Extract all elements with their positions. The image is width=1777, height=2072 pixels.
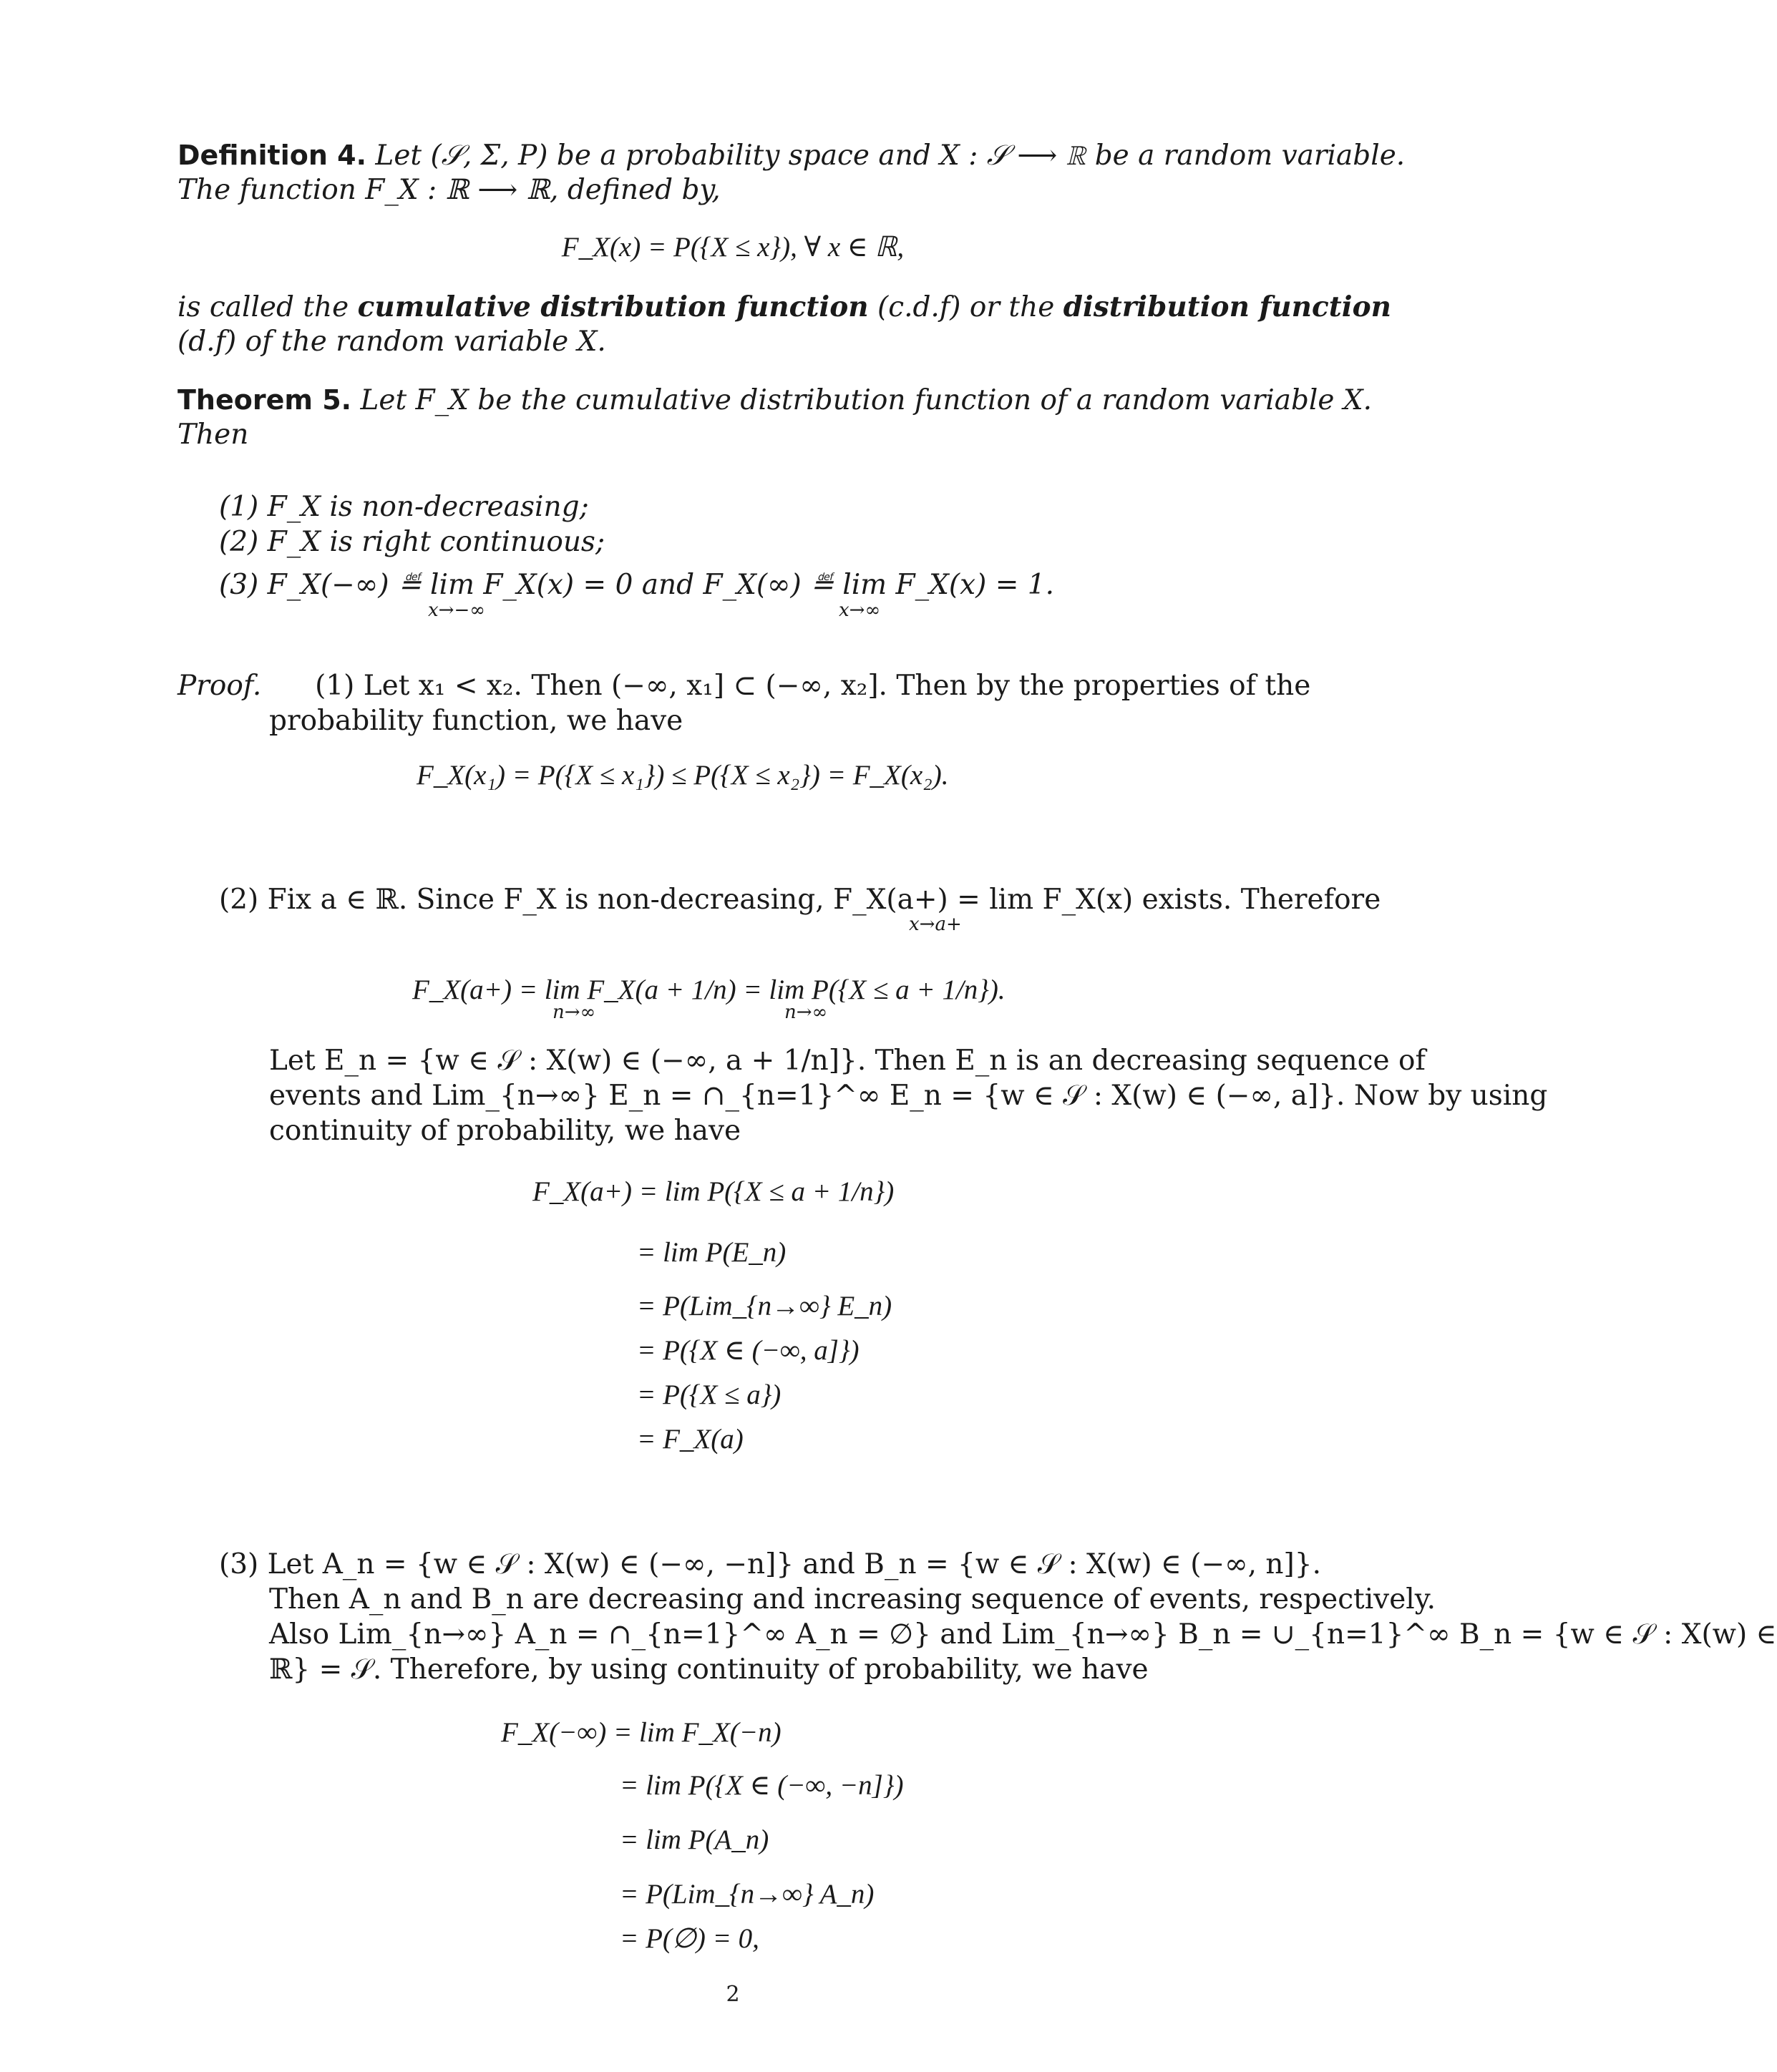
proof-part2-line-1-subscript: x→a+ — [909, 914, 962, 935]
proof-part2-chain-3: = P(Lim_{n→∞} E_n) — [637, 1291, 892, 1321]
term-cdf: cumulative distribution function — [357, 290, 869, 323]
proof-part2-line-4: continuity of probability, we have — [269, 1115, 741, 1147]
theorem-text-1: Let F_X be the cumulative distribution function of a random variable X. — [360, 384, 1373, 416]
proof-part2-chain-6: = F_X(a) — [637, 1424, 744, 1455]
theorem-item-1: (1) F_X is non-decreasing; — [219, 491, 589, 523]
proof-part2-chain-4: = P({X ∈ (−∞, a]}) — [637, 1335, 860, 1366]
theorem-item-3-subscript-2: x→∞ — [839, 600, 881, 621]
theorem-line-1 — [177, 382, 1372, 419]
proof-part2-chain-1: F_X(a+) = lim P({X ≤ a + 1/n}) — [532, 1176, 895, 1207]
proof-part2-chain-2: = lim P(E_n) — [637, 1237, 787, 1268]
proof-part3-line-1: (3) Let A_n = {w ∈ 𝒮 : X(w) ∈ (−∞, −n]} and B_n = {w ∈ 𝒮 : X(w) ∈ (−∞, n]}. — [219, 1548, 1321, 1580]
proof-part3-line-2: Then A_n and B_n are decreasing and increasing sequence of events, respectively. — [269, 1583, 1436, 1616]
definition-line-4: (d.f) of the random variable X. — [177, 326, 606, 358]
proof-part1-equation: F_X(x₁) = P({X ≤ x₁}) ≤ P({X ≤ x₂}) = F_X(x₂). — [417, 760, 949, 791]
theorem-line-2: Then — [177, 419, 249, 451]
proof-part3-chain-2: = lim P({X ∈ (−∞, −n]}) — [620, 1770, 904, 1801]
definition-text-3a: is called the — [177, 291, 349, 323]
definition-text-3b: (c.d.f) or the — [877, 291, 1055, 323]
definition-text-1: Let (𝒮, Σ, P) be a probability space and X : 𝒮 ⟶ ℝ be a random variable. — [375, 140, 1406, 172]
theorem-item-2: (2) F_X is right continuous; — [219, 526, 605, 558]
theorem-item-3-subscript-1: x→−∞ — [428, 600, 485, 621]
definition-line-3 — [177, 289, 1391, 326]
proof-part3-chain-1: F_X(−∞) = lim F_X(−n) — [501, 1717, 782, 1748]
proof-line-1 — [177, 668, 1310, 704]
definition-formula: F_X(x) = P({X ≤ x}), ∀ x ∈ ℝ, — [561, 232, 905, 263]
proof-part2-line-1: (2) Fix a ∈ ℝ. Since F_X is non-decreasing, F_X(a+) = lim F_X(x) exists. Therefore — [219, 884, 1381, 916]
proof-part2-equation-1: F_X(a+) = lim F_X(a + 1/n) = lim P({X ≤ a + 1/n}). — [412, 974, 1006, 1005]
proof-label: Proof. — [177, 670, 262, 702]
theorem-item-3: (3) F_X(−∞) ≝ lim F_X(x) = 0 and F_X(∞) ≝ lim F_X(x) = 1. — [219, 569, 1054, 601]
proof-part2-chain-5: = P({X ≤ a}) — [637, 1379, 782, 1410]
definition-line-1 — [177, 137, 1405, 174]
proof-part1-text-1: (1) Let x₁ < x₂. Then (−∞, x₁] ⊂ (−∞, x₂]. Then by the properties of the — [315, 670, 1311, 702]
proof-part2-line-2: Let E_n = {w ∈ 𝒮 : X(w) ∈ (−∞, a + 1/n]}. Then E_n is an decreasing sequence of — [269, 1045, 1426, 1077]
proof-part2-line-3: events and Lim_{n→∞} E_n = ∩_{n=1}^∞ E_n = {w ∈ 𝒮 : X(w) ∈ (−∞, a]}. Now by using — [269, 1080, 1548, 1112]
proof-part3-chain-5: = P(∅) = 0, — [620, 1923, 759, 1954]
proof-part3-line-3: Also Lim_{n→∞} A_n = ∩_{n=1}^∞ A_n = ∅} and Lim_{n→∞} B_n = ∪_{n=1}^∞ B_n = {w ∈ 𝒮 : X(w) ∈ — [269, 1618, 1777, 1651]
definition-line-2: The function F_X : ℝ ⟶ ℝ, defined by, — [177, 174, 721, 206]
proof-part3-chain-3: = lim P(A_n) — [620, 1824, 769, 1855]
proof-part3-line-4: ℝ} = 𝒮. Therefore, by using continuity of probability, we have — [269, 1653, 1149, 1686]
page-number: 2 — [726, 1982, 740, 2007]
term-distribution-function: distribution function — [1063, 290, 1391, 323]
proof-part1-line-2: probability function, we have — [269, 705, 683, 737]
proof-part3-chain-4: = P(Lim_{n→∞} A_n) — [620, 1879, 875, 1910]
definition-label: Definition 4. — [177, 140, 367, 171]
proof-part2-equation-1-subscript-1: n→∞ — [552, 1002, 596, 1023]
proof-part2-equation-1-subscript-2: n→∞ — [784, 1002, 828, 1023]
theorem-label: Theorem 5. — [177, 384, 352, 416]
